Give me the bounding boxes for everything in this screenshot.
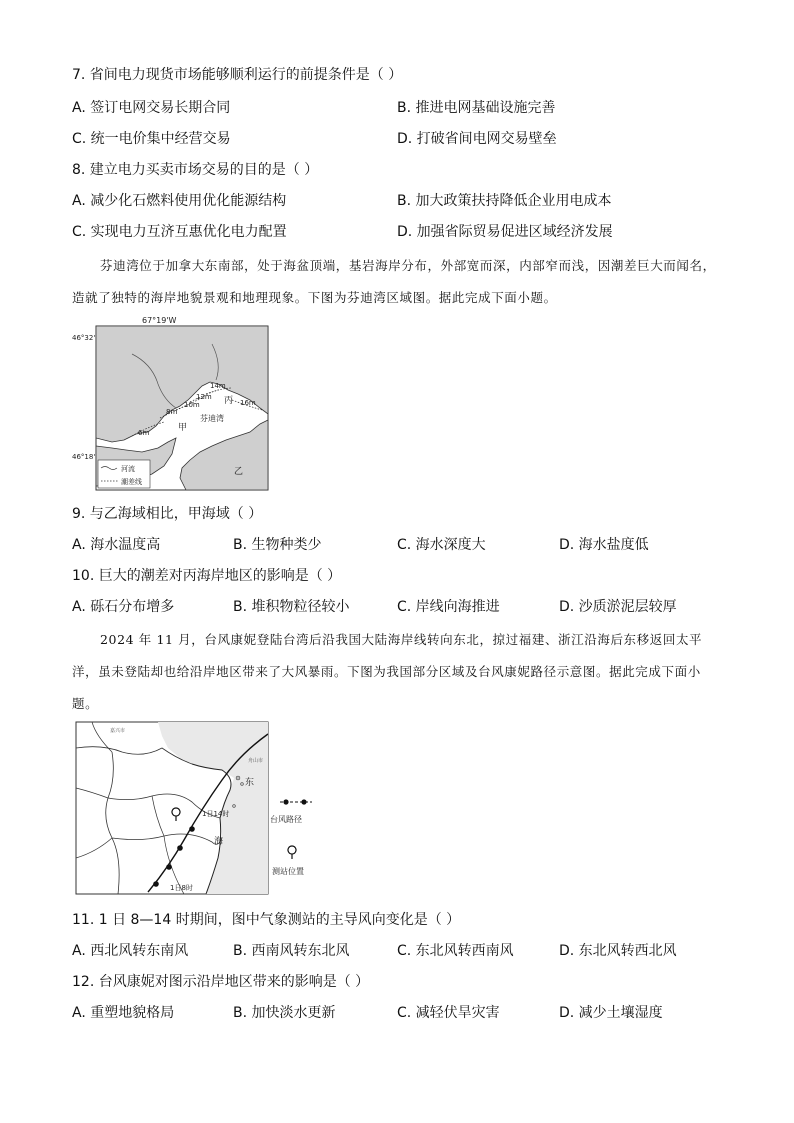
legend-station-icon <box>288 846 296 859</box>
svg-text:10m: 10m <box>184 401 200 409</box>
q11-option-a: A. 西北风转东南风 <box>72 943 189 959</box>
sea-char-1: 东 <box>245 778 255 788</box>
passage-fundy: 芬迪湾位于加拿大东南部，处于海盆顶端，基岩海岸分布，外部宽而深，内部窄而浅，因潮差巨大而闻名，造就了独特的海岸地貌景观和地理现象。下图为芬迪湾区域图。据此完成下面小题。 <box>72 258 716 305</box>
svg-text:6m: 6m <box>138 429 150 437</box>
legend-station: 测站位置 <box>272 867 304 876</box>
track-label-8h: 1日8时 <box>170 884 193 892</box>
bing-label: 丙 <box>224 396 234 406</box>
question-11-stem: 11. 1 日 8—14 时期间，图中气象测站的主导风向变化是（ ） <box>72 912 461 928</box>
q11-option-c: C. 东北风转西南风 <box>397 943 514 959</box>
q12-option-a: A. 重塑地貌格局 <box>72 1005 175 1021</box>
q9-option-d: D. 海水盐度低 <box>559 537 649 553</box>
jia-label: 甲 <box>178 423 188 433</box>
question-10-stem: 10. 巨大的潮差对丙海岸地区的影响是（ ） <box>72 568 342 584</box>
q10-option-b: B. 堆积物粒径较小 <box>233 599 350 615</box>
fundy-map <box>72 314 282 494</box>
q10-option-c: C. 岸线向海推进 <box>397 599 500 615</box>
question-9-stem: 9. 与乙海域相比，甲海域（ ） <box>72 506 263 522</box>
passage-typhoon: 2024 年 11 月，台风康妮登陆台湾后沿我国大陆海岸线转向东北，掠过福建、浙江沿海后东移返回太平洋，虽未登陆却也给沿岸地区带来了大风暴雨。下图为我国部分区域及台风康妮路径示意图。据此完成下面小题。 <box>72 632 703 711</box>
q8-option-d: D. 加强省际贸易促进区域经济发展 <box>397 224 613 240</box>
q7-option-d: D. 打破省间电网交易壁垒 <box>397 131 557 147</box>
fundy-lon-label: 67°19'W <box>142 316 177 325</box>
svg-text:8m: 8m <box>166 408 178 416</box>
q10-option-d: D. 沙质淤泥层较厚 <box>559 599 677 615</box>
q12-option-d: D. 减少土壤湿度 <box>559 1005 663 1021</box>
q11-option-b: B. 西南风转东北风 <box>233 943 350 959</box>
question-7-stem: 7. 省间电力现货市场能够顺利运行的前提条件是（ ） <box>72 67 403 83</box>
question-8-stem: 8. 建立电力买卖市场交易的目的是（ ） <box>72 162 319 178</box>
yi-label: 乙 <box>234 467 244 477</box>
bay-name-label: 芬迪湾 <box>200 414 224 423</box>
svg-text:14m: 14m <box>210 382 226 390</box>
q7-option-b: B. 推进电网基础设施完善 <box>397 100 556 116</box>
place-label-jiaxing: 嘉兴市 <box>110 728 126 734</box>
q8-option-c: C. 实现电力互济互惠优化电力配置 <box>72 224 287 240</box>
q9-option-b: B. 生物种类少 <box>233 537 322 553</box>
q7-option-a: A. 签订电网交易长期合同 <box>72 100 231 116</box>
q10-option-a: A. 砾石分布增多 <box>72 599 175 615</box>
typhoon-map <box>72 718 332 898</box>
q11-option-d: D. 东北风转西北风 <box>559 943 677 959</box>
place-label-zhoushan: 舟山市 <box>248 758 264 764</box>
q12-option-c: C. 减轻伏旱灾害 <box>397 1005 500 1021</box>
legend-track: 台风路径 <box>270 815 302 824</box>
legend-river: 河流 <box>121 465 135 473</box>
q9-option-c: C. 海水深度大 <box>397 537 486 553</box>
q8-option-b: B. 加大政策扶持降低企业用电成本 <box>397 193 612 209</box>
q9-option-a: A. 海水温度高 <box>72 537 161 553</box>
fundy-lat-bottom: 46°18' <box>72 453 96 461</box>
track-label-14h: 1日14时 <box>202 810 230 818</box>
fundy-lat-top: 46°32' <box>72 334 96 342</box>
question-12-stem: 12. 台风康妮对图示沿岸地区带来的影响是（ ） <box>72 974 370 990</box>
legend-tide: 潮差线 <box>121 478 142 486</box>
svg-text:16m: 16m <box>240 399 256 407</box>
svg-text:12m: 12m <box>196 393 212 401</box>
q7-option-c: C. 统一电价集中经营交易 <box>72 131 231 147</box>
q8-option-a: A. 减少化石燃料使用优化能源结构 <box>72 193 287 209</box>
q12-option-b: B. 加快淡水更新 <box>233 1005 336 1021</box>
sea-char-2: 海 <box>214 837 224 847</box>
